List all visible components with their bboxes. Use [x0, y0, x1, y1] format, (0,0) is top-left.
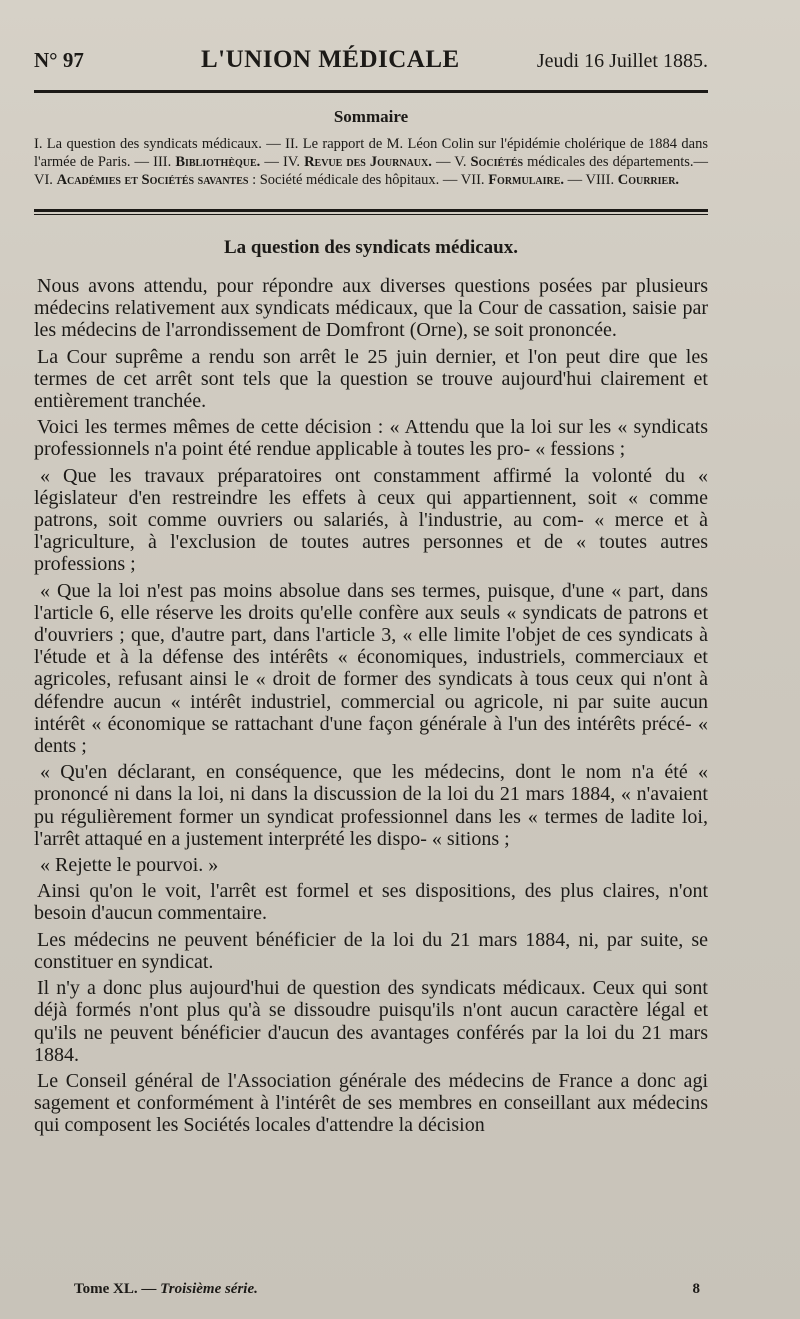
article-body [34, 275, 708, 1137]
sommaire-title: Sommaire [333, 107, 409, 126]
article-paragraph: Voici les termes mêmes de cette décision : « Attendu que la loi sur les « syndicats professionnels n'a point été rendue applicable à toutes les pro- « fessions ; [34, 416, 708, 461]
journal-title: L'UNION MÉDICALE [200, 46, 460, 73]
sommaire-item-iii: Bibliothèque. [175, 154, 261, 170]
sommaire-item-vi-rest: : Société médicale des hôpitaux. — VII. [248, 172, 489, 188]
article-paragraph: « Qu'en déclarant, en conséquence, que les médecins, dont le nom n'a été « prononcé ni dans la loi, ni dans la discussion de la loi du 21 mars 1884, « n'avaient pu régulièrement former un syndicat professionnel dans les « termes de ladite loi, l'arrêt attaqué en a justement interprété les dispo- « sitions ; [34, 761, 708, 850]
article-paragraph: « Que les travaux préparatoires ont constamment affirmé la volonté du « législateur d'en restreindre les effets à ceux qui appartiennent, soit « comme patrons, soit comme ouvriers ou salariés, à l'industrie, au com- « merce et à l'agriculture, à l'exclusion de toutes autres personnes et de « toutes autres professions ; [34, 464, 708, 576]
sommaire-text [34, 135, 708, 189]
article-paragraph: Il n'y a donc plus aujourd'hui de question des syndicats médicaux. Ceux qui sont déjà formés n'ont plus qu'à se dissoudre puisqu'ils n'ont aucun caractère légal et qu'ils ne peuvent bénéficier d'aucun des avantages conférés par la loi du 21 mars 1884. [34, 977, 708, 1066]
sommaire-item-viii: Courrier. [617, 172, 680, 188]
section-rule [34, 209, 708, 215]
sommaire-item-iv: Revue des Journaux. [304, 154, 432, 170]
page-number: 8 [692, 1281, 700, 1297]
masthead [34, 40, 708, 86]
issue-number: N° 97 [34, 48, 84, 72]
sommaire-item-vii: Formulaire. [488, 172, 565, 188]
article-paragraph: Le Conseil général de l'Association générale des médecins de France a donc agi sagement et conformément à l'intérêt de ses membres en conseillant aux médecins qui composent les Sociétés locales d'attendre la décision [34, 1069, 708, 1137]
sommaire-item-vi: Académies et Sociétés savantes [56, 172, 249, 188]
article-title: La question des syndicats médicaux. [223, 237, 519, 258]
article-paragraph: « Rejette le pourvoi. » [40, 854, 219, 877]
footer-tome-line [74, 1281, 258, 1298]
footer-tome: Tome XL. — [74, 1281, 157, 1297]
sommaire-sep: — V. [431, 154, 471, 170]
header-rule [34, 90, 708, 93]
article-paragraph: Les médecins ne peuvent bénéficier de la loi du 21 mars 1884, ni, par suite, se constituer en syndicat. [34, 928, 708, 973]
sommaire-item-i: I. La question des syndicats médicaux. — II. Le rapport de M. Léon Colin sur l'épidémie cholérique de 1884 dans l'armée de Paris. — III. [34, 136, 708, 170]
issue-date: Jeudi 16 Juillet 1885. [536, 50, 708, 72]
footer-serie: Troisième série. [160, 1281, 258, 1297]
article-paragraph: La Cour suprême a rendu son arrêt le 25 juin dernier, et l'on peut dire que les termes de cet arrêt sont tels que la question se trouve aujourd'hui clairement et entièrement tranchée. [34, 345, 708, 413]
sommaire-item-v-sc: Sociétés [470, 154, 524, 170]
sommaire-sep: — VIII. [564, 172, 618, 188]
sommaire-sep: — IV. [260, 154, 305, 170]
article-paragraph: « Que la loi n'est pas moins absolue dans ses termes, puisque, d'une « part, dans l'article 6, elle réserve les droits qu'elle confère aux seuls « syndicats de patrons et d'ouvriers ; que, d'autre part, dans l'article 3, « elle limite l'objet de ces syndicats à l'étude et à la défense des intérêts « économiques, industriels, commerciaux et agricoles, refusant ainsi le « droit de former des syndicats à tous ceux qui n'ont à défendre aucun « intérêt industriel, commercial ou agricole, ni par suite aucun intérêt « économique se rattachant d'une façon générale à l'un des intérêts précé- « dents ; [34, 579, 708, 758]
sommaire-item-v: médicales des départements.— VI. [34, 154, 708, 188]
page-footer [74, 1281, 700, 1298]
article-paragraph: Nous avons attendu, pour répondre aux diverses questions posées par plusieurs médecins relativement aux syndicats médicaux, que la Cour de cassation, saisie par les médecins de l'arrondissement de Domfront (Orne), se soit prononcée. [34, 275, 708, 342]
article-paragraph: Ainsi qu'on le voit, l'arrêt est formel et ses dispositions, des plus claires, n'ont besoin d'aucun commentaire. [34, 880, 708, 925]
